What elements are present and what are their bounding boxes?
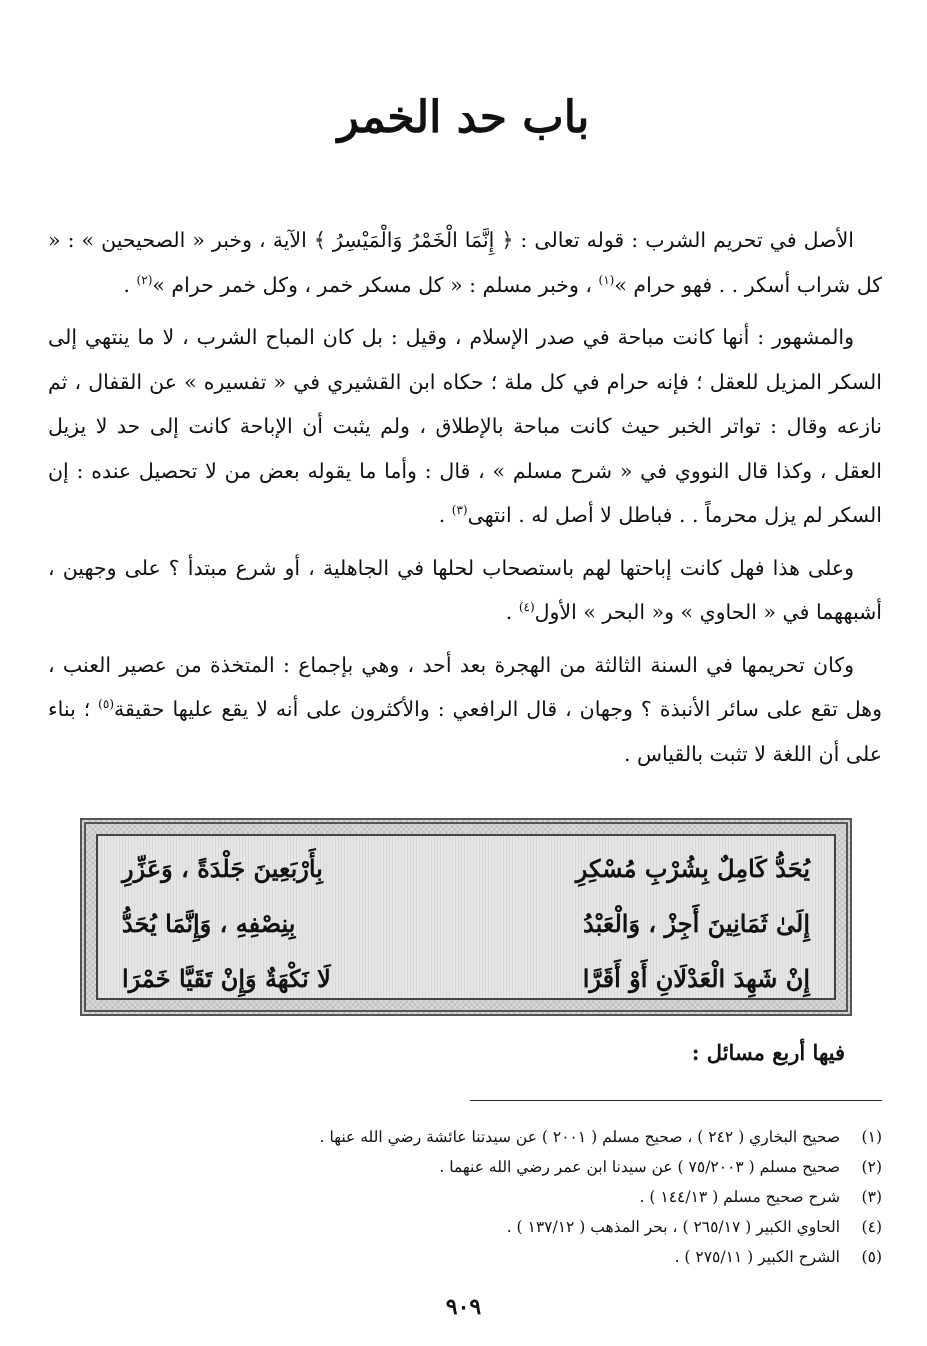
footnote-number: (٢) bbox=[861, 1158, 882, 1176]
text-run: والمشهور : أنها كانت مباحة في صدر الإسلام ، وقيل : بل كان المباح الشرب ، لا ما ينتهي إلى السكر المزيل للعقل ؛ فإنه حرام في كل ملة ؛ حكاه ابن القشيري في « تفسيره » عن القفال ، ثم نازعه وقال : تواتر الخبر حيث كانت مباحة بالإطلاق ، ولم يثبت أن الإباحة كانت إلى حد لا يزيل العقل ، وكذا قال النووي في « شرح مسلم » ، قال : وأما ما يقوله بعض من لا تحصيل عنده : إن السكر لم يزل محرماً . . فباطل لا أصل له . انتهى bbox=[48, 325, 882, 527]
verse-row bbox=[98, 896, 834, 951]
page-number: ٩٠٩ bbox=[445, 1294, 482, 1320]
footnote-number: (٥) bbox=[861, 1248, 882, 1266]
footnote-item bbox=[42, 1122, 882, 1152]
poem-frame bbox=[80, 818, 852, 1016]
footnote-item bbox=[42, 1212, 882, 1242]
footnote-divider bbox=[470, 1100, 882, 1101]
verse-second-hemistich: بِأَرْبَعِينَ جَلْدَةً ، وَعَزِّرِ bbox=[122, 854, 323, 883]
text-run: . bbox=[438, 503, 452, 527]
chapter-title: باب حد الخمر bbox=[337, 92, 590, 143]
text-run: . bbox=[123, 272, 137, 297]
text-run: وكان تحريمها في السنة الثالثة من الهجرة بعد أحد ، وهي بإجماع : المتخذة من عصير العنب ، وهل تقع على سائر الأنبذة ؟ وجهان ، قال الرافعي : والأكثرون على أنه لا يقع عليها حقيقة bbox=[48, 652, 882, 721]
footnote-text: صحيح البخاري ( ٢٤٢ ) ، صحيح مسلم ( ٢٠٠١ ) عن سيدتنا عائشة رضي الله عنها . bbox=[319, 1128, 840, 1146]
footnote-item bbox=[42, 1152, 882, 1182]
text-run: وعلى هذا فهل كانت إباحتها لهم باستصحاب لحلها في الجاهلية ، أو شرع مبتدأ ؟ على وجهين ، أشبههما في « الحاوي » و« البحر » الأول bbox=[48, 555, 882, 624]
footnote-ref: (١) bbox=[598, 272, 615, 287]
verse-first-hemistich: يُحَدُّ كَامِلٌ بِشُرْبِ مُسْكِرِ bbox=[575, 854, 810, 883]
footnotes bbox=[42, 1122, 882, 1272]
text-run: ؛ بناء على أن اللغة لا تثبت بالقياس . bbox=[48, 697, 882, 766]
verse-first-hemistich: إِلَىٰ ثَمَانِينَ أَجِزْ ، وَالْعَبْدُ bbox=[583, 909, 810, 938]
text-run: . bbox=[505, 600, 519, 624]
footnote-number: (٣) bbox=[861, 1188, 882, 1206]
footnote-text: الشرح الكبير ( ٢٧٥/١١ ) . bbox=[674, 1248, 840, 1266]
footnote-text: الحاوي الكبير ( ٢٦٥/١٧ ) ، بحر المذهب ( ١٣٧/١٢ ) . bbox=[506, 1218, 840, 1236]
footnote-item bbox=[42, 1182, 882, 1212]
poem-box bbox=[96, 834, 836, 1000]
text-run: ، وخبر مسلم : « كل مسكر خمر ، وكل خمر حرام » bbox=[152, 272, 599, 297]
paragraph-4 bbox=[48, 643, 882, 777]
footnote-number: (٤) bbox=[861, 1218, 882, 1236]
footnote-number: (١) bbox=[861, 1128, 882, 1146]
verse-second-hemistich: بِنِصْفِهِ ، وَإِنَّمَا يُحَدُّ bbox=[122, 909, 296, 938]
verse-row bbox=[98, 841, 834, 896]
paragraph-2 bbox=[48, 315, 882, 538]
verse-second-hemistich: لَا نَكْهَةٌ وَإِنْ تَقَيَّا خَمْرَا bbox=[122, 964, 331, 993]
issues-heading: فيها أربع مسائل : bbox=[691, 1040, 845, 1065]
footnote-ref: (٢) bbox=[136, 272, 153, 287]
verse-row bbox=[98, 951, 834, 1006]
paragraph-1 bbox=[48, 218, 882, 307]
footnote-ref: (٤) bbox=[518, 600, 535, 615]
footnote-ref: (٥) bbox=[98, 697, 114, 712]
footnote-item bbox=[42, 1242, 882, 1272]
verse-first-hemistich: إِنْ شَهِدَ الْعَدْلَانِ أَوْ أَقَرَّا bbox=[582, 964, 810, 993]
text-run: الأصل في تحريم الشرب : قوله تعالى : ﴿ إِنَّمَا الْخَمْرُ وَالْمَيْسِرُ ﴾ الآية ، وخبر « الصحيحين » : « كل شراب أسكر . . فهو حرام » bbox=[48, 228, 882, 297]
footnote-text: صحيح مسلم ( ٧٥/٢٠٠٣ ) عن سيدنا ابن عمر رضي الله عنهما . bbox=[439, 1158, 840, 1176]
footnote-text: شرح صحيح مسلم ( ١٤٤/١٣ ) . bbox=[639, 1188, 840, 1206]
footnote-ref: (٣) bbox=[451, 503, 468, 518]
main-text bbox=[48, 218, 882, 784]
paragraph-3 bbox=[48, 546, 882, 635]
